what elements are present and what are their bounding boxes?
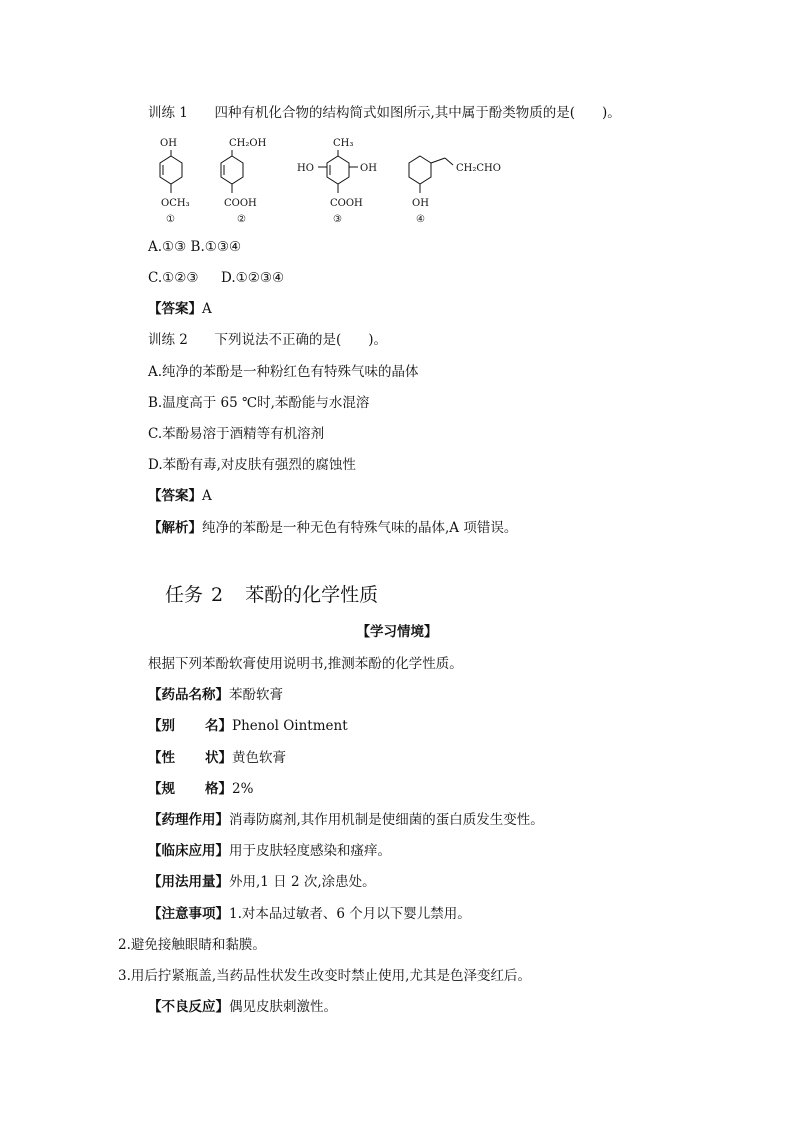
task-title: 苯酚的化学性质 <box>245 584 379 606</box>
training2-question: 下列说法不正确的是( )。 <box>214 332 388 348</box>
item-alias <box>148 717 348 735</box>
structure-4-number: ④ <box>416 214 425 225</box>
structure-2-number: ② <box>237 214 246 225</box>
training1-options-ab <box>148 238 241 256</box>
training1-options-cd <box>148 269 284 287</box>
option-d: D.①②③④ <box>221 270 285 286</box>
answer-value: A <box>202 488 212 504</box>
context-intro: 根据下列苯酚软膏使用说明书,推测苯酚的化学性质。 <box>148 656 463 672</box>
training2-option-d: D.苯酚有毒,对皮肤有强烈的腐蚀性 <box>148 457 356 473</box>
item-tag-end: 名】 <box>205 718 232 734</box>
structure-1-number: ① <box>166 214 175 225</box>
structure-4 <box>409 156 501 225</box>
item-drug-name <box>148 686 283 704</box>
item-tag-start: 【性 <box>148 750 175 766</box>
answer-value: A <box>202 301 212 317</box>
item-text: 黄色软膏 <box>232 750 286 766</box>
structure-3-bottom-group: COOH <box>330 198 363 209</box>
precaution-3: 3.用后拧紧瓶盖,当药品性状发生改变时禁止使用,尤其是色泽变红后。 <box>118 968 531 984</box>
item-clinical-use <box>148 842 391 860</box>
structure-3-number: ③ <box>333 214 342 225</box>
training1-answer <box>148 300 212 318</box>
option-a: A.①③ <box>148 239 187 255</box>
structures-figure <box>0 0 794 240</box>
item-tag: 【药理作用】 <box>148 812 229 828</box>
structure-1-bottom-group: OCH₃ <box>161 198 190 209</box>
item-tag: 【用法用量】 <box>148 874 229 890</box>
training2-label: 训练 2 <box>148 332 188 348</box>
precaution-2: 2.避免接触眼睛和黏膜。 <box>118 937 266 953</box>
learning-context-heading: 【学习情境】 <box>356 624 438 640</box>
item-tag: 【注意事项】 <box>148 906 229 922</box>
item-tag: 【不良反应】 <box>148 999 229 1015</box>
structure-1 <box>160 138 190 225</box>
option-b: B.①③④ <box>190 239 242 255</box>
training2-option-c: C.苯酚易溶于酒精等有机溶剂 <box>148 426 325 442</box>
item-text: 1.对本品过敏者、6 个月以下婴儿禁用。 <box>229 906 471 922</box>
item-dosage <box>148 873 376 891</box>
item-tag-end: 状】 <box>205 750 232 766</box>
option-c: C.①②③ <box>148 270 199 286</box>
item-tag-start: 【规 <box>148 781 175 797</box>
item-pharmacology <box>148 811 544 829</box>
task-prefix: 任务 <box>165 584 204 606</box>
item-tag-start: 【别 <box>148 718 175 734</box>
item-text: 外用,1 日 2 次,涂患处。 <box>229 874 376 890</box>
task-heading <box>165 583 378 607</box>
structure-3-left-group: HO <box>297 163 314 174</box>
structure-4-side-group: CH₂CHO <box>456 163 501 174</box>
structure-1-top-group: OH <box>160 138 177 149</box>
structure-3-right-group: OH <box>360 163 377 174</box>
item-adverse-reactions <box>148 998 337 1016</box>
training1-question: 四种有机化合物的结构简式如图所示,其中属于酚类物质的是( )。 <box>214 105 621 121</box>
training1-label: 训练 1 <box>148 105 188 121</box>
item-appearance <box>148 749 286 767</box>
structure-4-bottom-group: OH <box>412 198 429 209</box>
item-specification <box>148 780 253 798</box>
item-text: 苯酚软膏 <box>229 687 283 703</box>
task-number: 2 <box>211 584 224 606</box>
structure-2-bottom-group: COOH <box>224 198 257 209</box>
item-text: 用于皮肤轻度感染和瘙痒。 <box>229 843 391 859</box>
item-text: Phenol Ointment <box>232 718 348 734</box>
training2-answer <box>148 487 212 505</box>
training2-option-a: A.纯净的苯酚是一种粉红色有特殊气味的晶体 <box>148 364 419 380</box>
answer-tag: 【答案】 <box>148 301 202 317</box>
structure-3 <box>297 138 377 225</box>
item-tag-end: 格】 <box>205 781 232 797</box>
item-text: 消毒防腐剂,其作用机制是使细菌的蛋白质发生变性。 <box>229 812 544 828</box>
structure-2 <box>221 138 267 225</box>
item-text: 2% <box>232 781 254 797</box>
analysis-tag: 【解析】 <box>148 520 202 536</box>
item-precautions <box>148 905 471 923</box>
training2-option-b: B.温度高于 65 ℃时,苯酚能与水混溶 <box>148 395 370 411</box>
answer-tag: 【答案】 <box>148 488 202 504</box>
analysis-text: 纯净的苯酚是一种无色有特殊气味的晶体,A 项错误。 <box>202 520 518 536</box>
item-tag: 【药品名称】 <box>148 687 229 703</box>
item-tag: 【临床应用】 <box>148 843 229 859</box>
structure-2-top-group: CH₂OH <box>229 138 267 149</box>
training2-analysis <box>148 519 517 537</box>
item-text: 偶见皮肤刺激性。 <box>229 999 337 1015</box>
structure-3-top-group: CH₃ <box>333 138 354 149</box>
training2-question-line <box>148 331 387 349</box>
